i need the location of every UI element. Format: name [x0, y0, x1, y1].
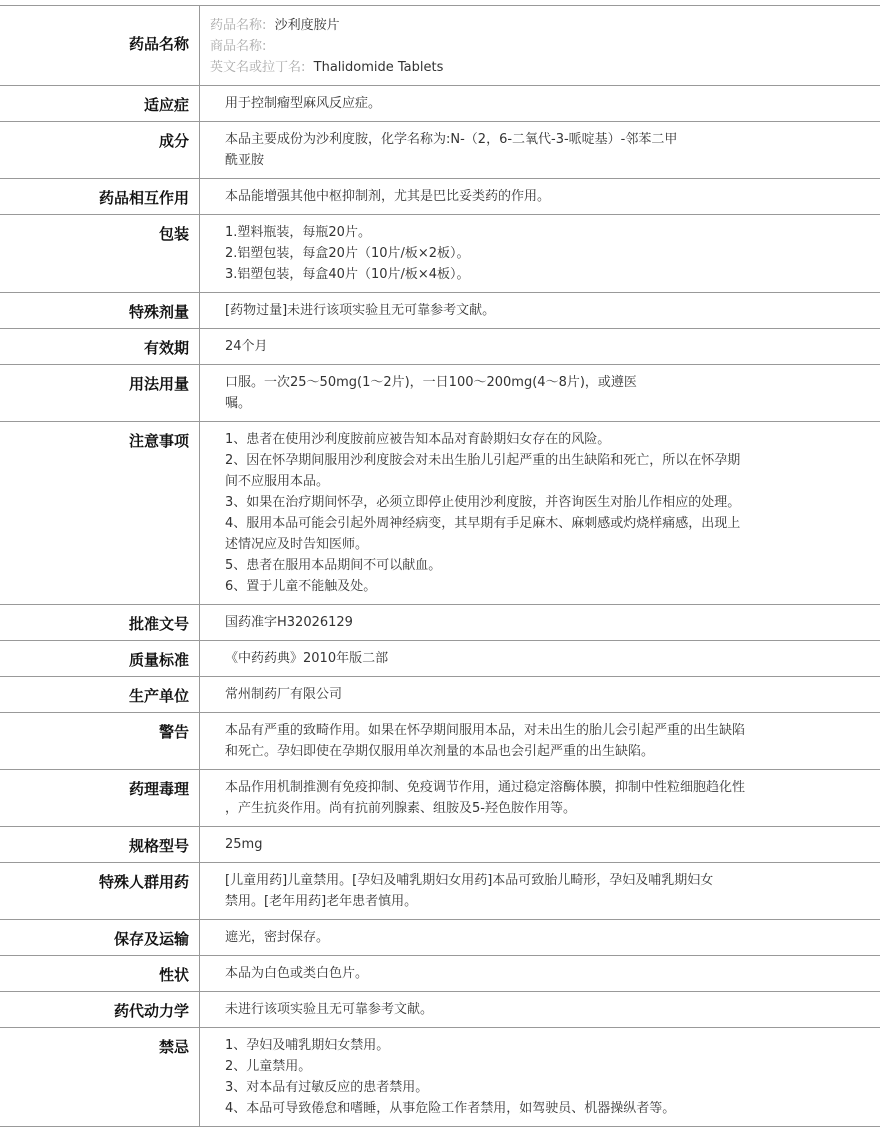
- row-value-line: 6、置于儿童不能触及处。: [225, 576, 820, 597]
- row-quality-standard: [0, 641, 880, 677]
- row-pharmacokinetics: [0, 992, 880, 1028]
- row-storage: [0, 920, 880, 956]
- row-label: 有效期: [0, 329, 200, 365]
- row-label: 药代动力学: [0, 992, 200, 1028]
- row-label: 批准文号: [0, 605, 200, 641]
- row-value-line: 1.塑料瓶装，每瓶20片。: [225, 222, 820, 243]
- row-label: 用法用量: [0, 365, 200, 422]
- row-value-line: 1、孕妇及哺乳期妇女禁用。: [225, 1035, 820, 1056]
- row-manufacturer: [0, 677, 880, 713]
- row-value: 用于控制瘤型麻风反应症。: [225, 93, 820, 114]
- row-specification: [0, 827, 880, 863]
- row-value-line: 本品主要成份为沙利度胺，化学名称为:N-（2，6-二氧代-3-哌啶基）-邻苯二甲: [225, 129, 820, 150]
- row-value-line: 4、服用本品可能会引起外周神经病变，其早期有手足麻木、麻刺感或灼烧样痛感，出现上: [225, 513, 820, 534]
- row-indication: [0, 86, 880, 122]
- row-contraindications: [0, 1028, 880, 1127]
- row-value: 常州制药厂有限公司: [225, 684, 820, 705]
- drug-spec-table: [0, 5, 880, 1127]
- row-label: 禁忌: [0, 1028, 200, 1127]
- row-precautions: [0, 422, 880, 605]
- row-value-line: 3、如果在治疗期间怀孕，必须立即停止使用沙利度胺，并咨询医生对胎儿作相应的处理。: [225, 492, 820, 513]
- row-value-line: 酰亚胺: [225, 150, 820, 171]
- row-label: 药理毒理: [0, 770, 200, 827]
- row-value-line: 口服。一次25～50mg(1～2片)，一日100～200mg(4～8片)，或遵医: [225, 372, 820, 393]
- row-value: 本品为白色或类白色片。: [225, 963, 820, 984]
- row-label: 保存及运输: [0, 920, 200, 956]
- row-value-line: [儿童用药]儿童禁用。[孕妇及哺乳期妇女用药]本品可致胎儿畸形，孕妇及哺乳期妇女: [225, 870, 820, 891]
- row-value-line: ，产生抗炎作用。尚有抗前列腺素、组胺及5-羟色胺作用等。: [225, 798, 820, 819]
- row-label: 警告: [0, 713, 200, 770]
- row-shelf-life: [0, 329, 880, 365]
- row-value-line: 2.铝塑包装，每盒20片（10片/板×2板）。: [225, 243, 820, 264]
- row-value-line: 3.铝塑包装，每盒40片（10片/板×4板）。: [225, 264, 820, 285]
- row-special-dosage: [0, 293, 880, 329]
- row-label: 药品相互作用: [0, 179, 200, 215]
- row-value: 遮光，密封保存。: [225, 927, 820, 948]
- row-value-line: 本品作用机制推测有免疫抑制、免疫调节作用，通过稳定溶酶体膜，抑制中性粒细胞趋化性: [225, 777, 820, 798]
- row-ingredients: [0, 122, 880, 179]
- row-label: 特殊人群用药: [0, 863, 200, 920]
- row-label: 规格型号: [0, 827, 200, 863]
- row-value-line: 2、儿童禁用。: [225, 1056, 820, 1077]
- row-value-line: 4、本品可导致倦怠和嗜睡，从事危险工作者禁用，如驾驶员、机器操纵者等。: [225, 1098, 820, 1119]
- row-interactions: [0, 179, 880, 215]
- row-value-line: 5、患者在服用本品期间不可以献血。: [225, 555, 820, 576]
- generic-name: 沙利度胺片: [275, 18, 340, 33]
- row-value-line: 和死亡。孕妇即使在孕期仅服用单次剂量的本品也会引起严重的出生缺陷。: [225, 741, 820, 762]
- name-row: [0, 6, 880, 86]
- row-dosage: [0, 365, 880, 422]
- row-approval-number: [0, 605, 880, 641]
- row-value-line: 间不应服用本品。: [225, 471, 820, 492]
- row-label: 成分: [0, 122, 200, 179]
- trade-name-label: 商品名称:: [210, 39, 266, 54]
- row-value-line: 2、因在怀孕期间服用沙利度胺会对未出生胎儿引起严重的出生缺陷和死亡，所以在怀孕期: [225, 450, 820, 471]
- row-value: 本品能增强其他中枢抑制剂，尤其是巴比妥类药的作用。: [225, 186, 820, 207]
- row-value: [200, 6, 880, 86]
- row-label: 药品名称: [0, 6, 200, 86]
- generic-name-label: 药品名称:: [210, 18, 266, 33]
- row-pharmacology: [0, 770, 880, 827]
- row-label: 性状: [0, 956, 200, 992]
- row-value: 未进行该项实验且无可靠参考文献。: [225, 999, 820, 1020]
- row-value-line: 嘱。: [225, 393, 820, 414]
- english-name-label: 英文名或拉丁名:: [210, 60, 305, 75]
- row-label: 生产单位: [0, 677, 200, 713]
- row-value-line: 本品有严重的致畸作用。如果在怀孕期间服用本品，对未出生的胎儿会引起严重的出生缺陷: [225, 720, 820, 741]
- row-packaging: [0, 215, 880, 293]
- row-value: 25mg: [225, 834, 820, 855]
- row-value: 国药准字H32026129: [225, 612, 820, 633]
- row-value-line: 1、患者在使用沙利度胺前应被告知本品对育龄期妇女存在的风险。: [225, 429, 820, 450]
- row-value-line: 述情况应及时告知医师。: [225, 534, 820, 555]
- row-label: 注意事项: [0, 422, 200, 605]
- row-value-line: 禁用。[老年用药]老年患者慎用。: [225, 891, 820, 912]
- row-label: 适应症: [0, 86, 200, 122]
- row-appearance: [0, 956, 880, 992]
- row-warning: [0, 713, 880, 770]
- english-name: Thalidomide Tablets: [314, 60, 444, 75]
- row-value: 《中药药典》2010年版二部: [225, 648, 820, 669]
- row-label: 包装: [0, 215, 200, 293]
- row-value: [药物过量]未进行该项实验且无可靠参考文献。: [225, 300, 820, 321]
- row-value: 24个月: [225, 336, 820, 357]
- row-label: 质量标准: [0, 641, 200, 677]
- row-special-populations: [0, 863, 880, 920]
- row-label: 特殊剂量: [0, 293, 200, 329]
- row-value-line: 3、对本品有过敏反应的患者禁用。: [225, 1077, 820, 1098]
